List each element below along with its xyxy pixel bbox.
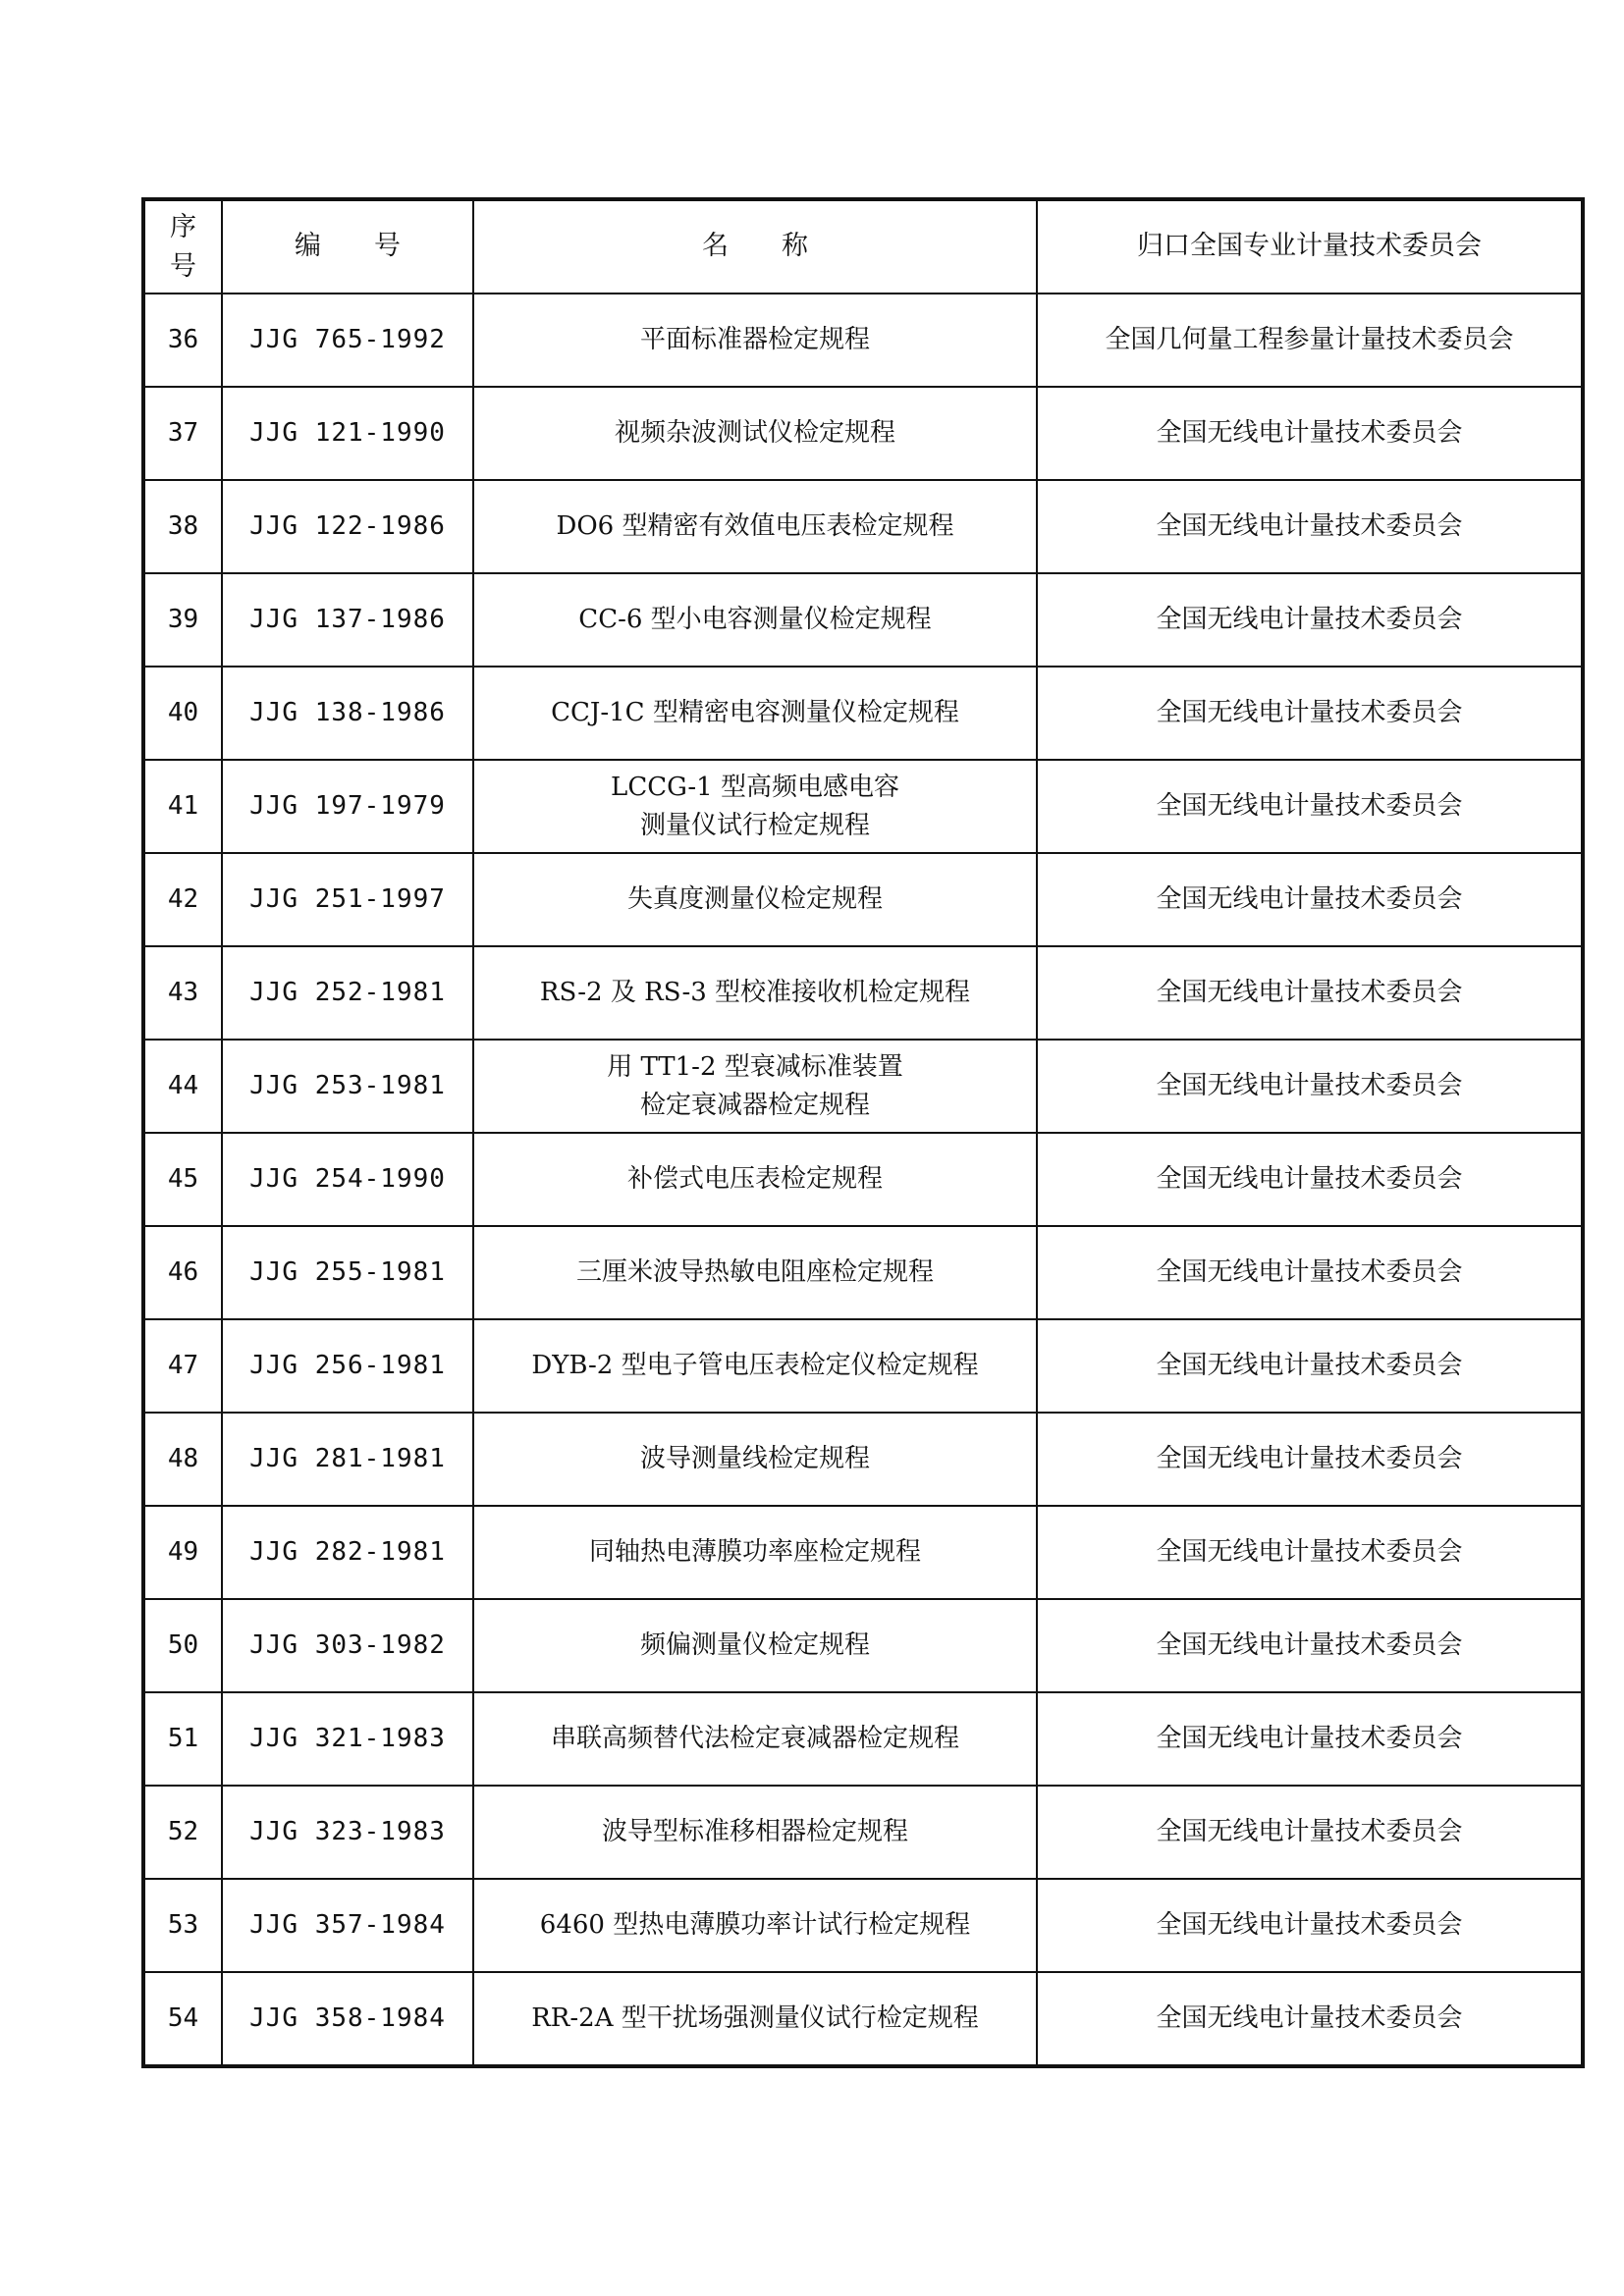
cell-name-line: CCJ-1C 型精密电容测量仪检定规程 <box>551 698 959 727</box>
table-row <box>143 294 1583 387</box>
cell-name <box>473 1226 1037 1319</box>
header-row <box>143 199 1583 294</box>
cell-seq: 41 <box>143 760 222 853</box>
cell-name <box>473 1599 1037 1692</box>
cell-committee: 全国无线电计量技术委员会 <box>1037 1226 1583 1319</box>
cell-committee: 全国无线电计量技术委员会 <box>1037 480 1583 573</box>
cell-committee: 全国无线电计量技术委员会 <box>1037 1133 1583 1226</box>
cell-committee: 全国无线电计量技术委员会 <box>1037 1692 1583 1786</box>
table-body <box>143 294 1583 2066</box>
cell-name <box>473 760 1037 853</box>
cell-committee: 全国无线电计量技术委员会 <box>1037 573 1583 667</box>
cell-seq: 48 <box>143 1413 222 1506</box>
cell-committee: 全国无线电计量技术委员会 <box>1037 760 1583 853</box>
header-code: 编 号 <box>222 199 473 294</box>
cell-code: JJG 252-1981 <box>222 946 473 1040</box>
table-row <box>143 760 1583 853</box>
header-seq-line2: 号 <box>170 250 196 282</box>
cell-committee: 全国无线电计量技术委员会 <box>1037 1506 1583 1599</box>
cell-name <box>473 1692 1037 1786</box>
cell-name-line: 平面标准器检定规程 <box>639 325 870 354</box>
cell-seq: 50 <box>143 1599 222 1692</box>
cell-name-line: 补偿式电压表检定规程 <box>626 1164 883 1194</box>
cell-name <box>473 667 1037 760</box>
cell-committee: 全国无线电计量技术委员会 <box>1037 1040 1583 1133</box>
table-row <box>143 1599 1583 1692</box>
cell-seq: 37 <box>143 387 222 480</box>
cell-name <box>473 387 1037 480</box>
table-row <box>143 1692 1583 1786</box>
cell-name-line: 测量仪试行检定规程 <box>639 810 870 840</box>
cell-name <box>473 1133 1037 1226</box>
cell-name <box>473 1972 1037 2066</box>
cell-name-line: 三厘米波导热敏电阻座检定规程 <box>575 1257 934 1287</box>
cell-committee: 全国无线电计量技术委员会 <box>1037 1972 1583 2066</box>
cell-name <box>473 573 1037 667</box>
cell-seq: 53 <box>143 1879 222 1972</box>
cell-name-line: 失真度测量仪检定规程 <box>626 884 883 914</box>
cell-name-line: CC-6 型小电容测量仪检定规程 <box>578 605 932 634</box>
table-row <box>143 1319 1583 1413</box>
cell-seq: 36 <box>143 294 222 387</box>
cell-name-line: DO6 型精密有效值电压表检定规程 <box>556 511 954 541</box>
header-committee: 归口全国专业计量技术委员会 <box>1037 199 1583 294</box>
cell-committee: 全国几何量工程参量计量技术委员会 <box>1037 294 1583 387</box>
cell-name <box>473 1879 1037 1972</box>
cell-code: JJG 138-1986 <box>222 667 473 760</box>
cell-committee: 全国无线电计量技术委员会 <box>1037 946 1583 1040</box>
cell-name-line: RR-2A 型干扰场强测量仪试行检定规程 <box>531 2003 979 2033</box>
cell-code: JJG 137-1986 <box>222 573 473 667</box>
cell-seq: 40 <box>143 667 222 760</box>
header-seq <box>143 199 222 294</box>
cell-name-line: DYB-2 型电子管电压表检定仪检定规程 <box>531 1351 979 1380</box>
table-row <box>143 853 1583 946</box>
cell-code: JJG 321-1983 <box>222 1692 473 1786</box>
cell-code: JJG 282-1981 <box>222 1506 473 1599</box>
cell-seq: 38 <box>143 480 222 573</box>
cell-name <box>473 1040 1037 1133</box>
cell-name-line: 同轴热电薄膜功率座检定规程 <box>588 1537 921 1567</box>
cell-committee: 全国无线电计量技术委员会 <box>1037 1879 1583 1972</box>
cell-committee: 全国无线电计量技术委员会 <box>1037 1319 1583 1413</box>
table-row <box>143 1226 1583 1319</box>
cell-name <box>473 480 1037 573</box>
cell-committee: 全国无线电计量技术委员会 <box>1037 1413 1583 1506</box>
cell-name-line: 波导测量线检定规程 <box>639 1444 870 1473</box>
cell-code: JJG 256-1981 <box>222 1319 473 1413</box>
cell-name <box>473 1506 1037 1599</box>
table-row <box>143 667 1583 760</box>
cell-seq: 43 <box>143 946 222 1040</box>
cell-seq: 52 <box>143 1786 222 1879</box>
cell-seq: 46 <box>143 1226 222 1319</box>
cell-name-line: LCCG-1 型高频电感电容 <box>611 772 899 802</box>
table-row <box>143 1506 1583 1599</box>
cell-committee: 全国无线电计量技术委员会 <box>1037 387 1583 480</box>
cell-seq: 49 <box>143 1506 222 1599</box>
cell-code: JJG 281-1981 <box>222 1413 473 1506</box>
cell-committee: 全国无线电计量技术委员会 <box>1037 853 1583 946</box>
cell-committee: 全国无线电计量技术委员会 <box>1037 667 1583 760</box>
cell-name-line: 串联高频替代法检定衰减器检定规程 <box>550 1724 959 1753</box>
cell-seq: 45 <box>143 1133 222 1226</box>
cell-code: JJG 253-1981 <box>222 1040 473 1133</box>
cell-name-line: 用 TT1-2 型衰减标准装置 <box>607 1051 903 1082</box>
cell-name <box>473 1413 1037 1506</box>
cell-code: JJG 254-1990 <box>222 1133 473 1226</box>
cell-name <box>473 946 1037 1040</box>
table-row <box>143 1133 1583 1226</box>
cell-committee: 全国无线电计量技术委员会 <box>1037 1786 1583 1879</box>
cell-seq: 39 <box>143 573 222 667</box>
cell-seq: 47 <box>143 1319 222 1413</box>
table-header <box>143 199 1583 294</box>
table-row <box>143 946 1583 1040</box>
cell-name-line: 波导型标准移相器检定规程 <box>601 1817 908 1846</box>
cell-code: JJG 765-1992 <box>222 294 473 387</box>
cell-code: JJG 251-1997 <box>222 853 473 946</box>
cell-name <box>473 1786 1037 1879</box>
cell-name <box>473 1319 1037 1413</box>
cell-code: JJG 358-1984 <box>222 1972 473 2066</box>
table-row <box>143 1786 1583 1879</box>
cell-code: JJG 121-1990 <box>222 387 473 480</box>
cell-seq: 44 <box>143 1040 222 1133</box>
table-row <box>143 1040 1583 1133</box>
table-row <box>143 387 1583 480</box>
cell-name-line: 6460 型热电薄膜功率计试行检定规程 <box>539 1910 971 1940</box>
cell-code: JJG 255-1981 <box>222 1226 473 1319</box>
cell-seq: 54 <box>143 1972 222 2066</box>
header-seq-line1: 序 <box>170 212 196 243</box>
cell-name-line: 检定衰减器检定规程 <box>639 1090 870 1120</box>
header-name: 名 称 <box>473 199 1037 294</box>
cell-committee: 全国无线电计量技术委员会 <box>1037 1599 1583 1692</box>
table-row <box>143 573 1583 667</box>
cell-name <box>473 294 1037 387</box>
cell-name <box>473 853 1037 946</box>
cell-name-line: 视频杂波测试仪检定规程 <box>614 418 895 448</box>
cell-code: JJG 323-1983 <box>222 1786 473 1879</box>
cell-code: JJG 197-1979 <box>222 760 473 853</box>
cell-name-line: 频偏测量仪检定规程 <box>639 1630 870 1660</box>
regulations-table <box>141 197 1585 2068</box>
table-row <box>143 1413 1583 1506</box>
cell-code: JJG 357-1984 <box>222 1879 473 1972</box>
cell-seq: 51 <box>143 1692 222 1786</box>
cell-code: JJG 122-1986 <box>222 480 473 573</box>
table-row <box>143 480 1583 573</box>
cell-code: JJG 303-1982 <box>222 1599 473 1692</box>
cell-seq: 42 <box>143 853 222 946</box>
cell-name-line: RS-2 及 RS-3 型校准接收机检定规程 <box>539 978 971 1007</box>
table-row <box>143 1972 1583 2066</box>
table-row <box>143 1879 1583 1972</box>
